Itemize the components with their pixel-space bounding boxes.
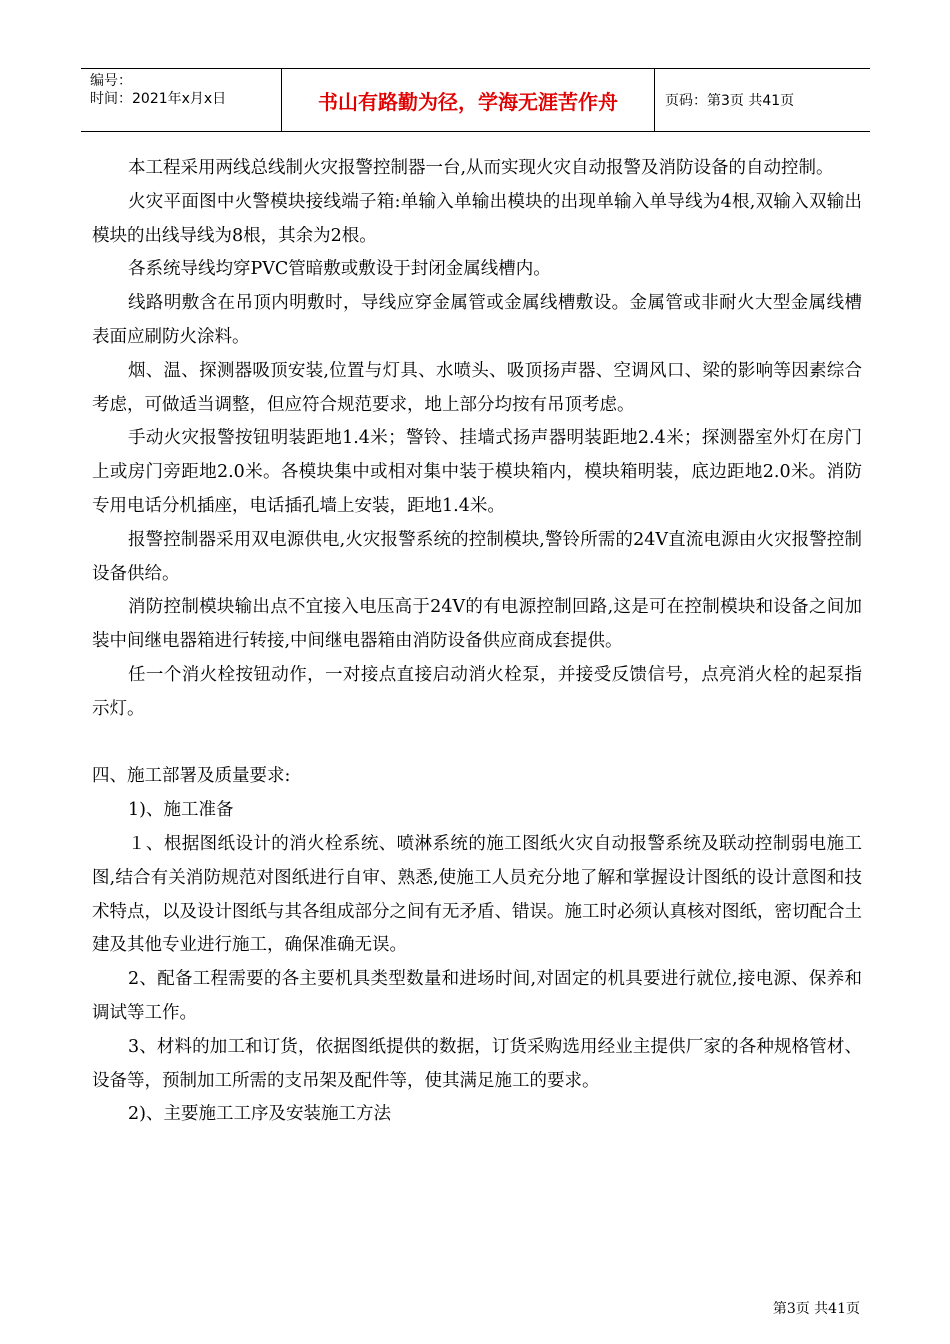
document-number-label: 编号： xyxy=(90,73,132,89)
paragraph: 手动火灾报警按钮明装距地1.4米；警铃、挂墙式扬声器明装距地2.4米；探测器室外灯在房门上或房门旁距地2.0米。各模块集中或相对集中装于模块箱内，模块箱明装，底边距地2.0米。消防专用电话分机插座，电话插孔墙上安装，距地1.4米。 xyxy=(92,428,862,516)
paragraph: 火灾平面图中火警模块接线端子箱:单输入单输出模块的出现单输入单导线为4根,双输入双输出模块的出线导线为8根，其余为2根。 xyxy=(92,191,862,246)
paragraph: 各系统导线均穿PVC管暗敷或敷设于封闭金属线槽内。 xyxy=(128,259,551,280)
paragraph: 线路明敷含在吊顶内明敷时，导线应穿金属管或金属线槽敷设。金属管或非耐火大型金属线槽表面应刷防火涂料。 xyxy=(92,293,862,347)
header-page-cell xyxy=(655,69,870,131)
paragraph: 消防控制模块输出点不宜接入电压高于24V的有电源控制回路,这是可在控制模块和设备之间加装中间继电器箱进行转接,中间继电器箱由消防设备供应商成套提供。 xyxy=(92,597,862,652)
footer-page-label: 第3页 共41页 xyxy=(772,1301,860,1317)
header-motto-cell xyxy=(282,69,655,131)
page-header xyxy=(81,68,870,132)
document-body xyxy=(92,152,862,1132)
paragraph: 烟、温、探测器吸顶安装,位置与灯具、水喷头、吸顶扬声器、空调风口、梁的影响等因素综合考虑，可做适当调整，但应符合规范要求，地上部分均按有吊顶考虑。 xyxy=(92,360,862,415)
list-item: 3、材料的加工和订货，依据图纸提供的数据，订货采购选用经业主提供厂家的各种规格管材、设备等，预制加工所需的支吊架及配件等，使其满足施工的要求。 xyxy=(92,1036,862,1091)
list-item: 2、配备工程需要的各主要机具类型数量和进场时间,对固定的机具要进行就位,接电源、保养和调试等工作。 xyxy=(92,969,862,1023)
subsection-heading: 2)、主要施工工序及安装施工方法 xyxy=(128,1104,391,1125)
paragraph: 本工程采用两线总线制火灾报警控制器一台,从而实现火灾自动报警及消防设备的自动控制。 xyxy=(128,158,834,178)
date-label: 时间：2021年x月x日 xyxy=(90,91,227,107)
paragraph: 任一个消火栓按钮动作，一对接点直接启动消火栓泵，并接受反馈信号，点亮消火栓的起泵指示灯。 xyxy=(92,664,862,719)
header-page-label: 页码：第3页 共41页 xyxy=(665,93,795,109)
subsection-heading: 1)、施工准备 xyxy=(128,800,234,821)
header-info-cell xyxy=(81,69,282,131)
section-heading: 四、施工部署及质量要求: xyxy=(92,766,291,787)
list-item: １、根据图纸设计的消火栓系统、喷淋系统的施工图纸火灾自动报警系统及联动控制弱电施工图,结合有关消防规范对图纸进行自审、熟悉,使施工人员充分地了解和掌握设计图纸的设计意图和技术特点，以及设计图纸与其各组成部分之间有无矛盾、错误。施工时必须认真核对图纸，密切配合土建及其他专业进行施工，确保准确无误。 xyxy=(92,833,862,956)
motto-text: 书山有路勤为径，学海无涯苦作舟 xyxy=(318,89,618,114)
paragraph: 报警控制器采用双电源供电,火灾报警系统的控制模块,警铃所需的24V直流电源由火灾报警控制设备供给。 xyxy=(92,529,862,584)
page-footer xyxy=(773,1298,860,1318)
